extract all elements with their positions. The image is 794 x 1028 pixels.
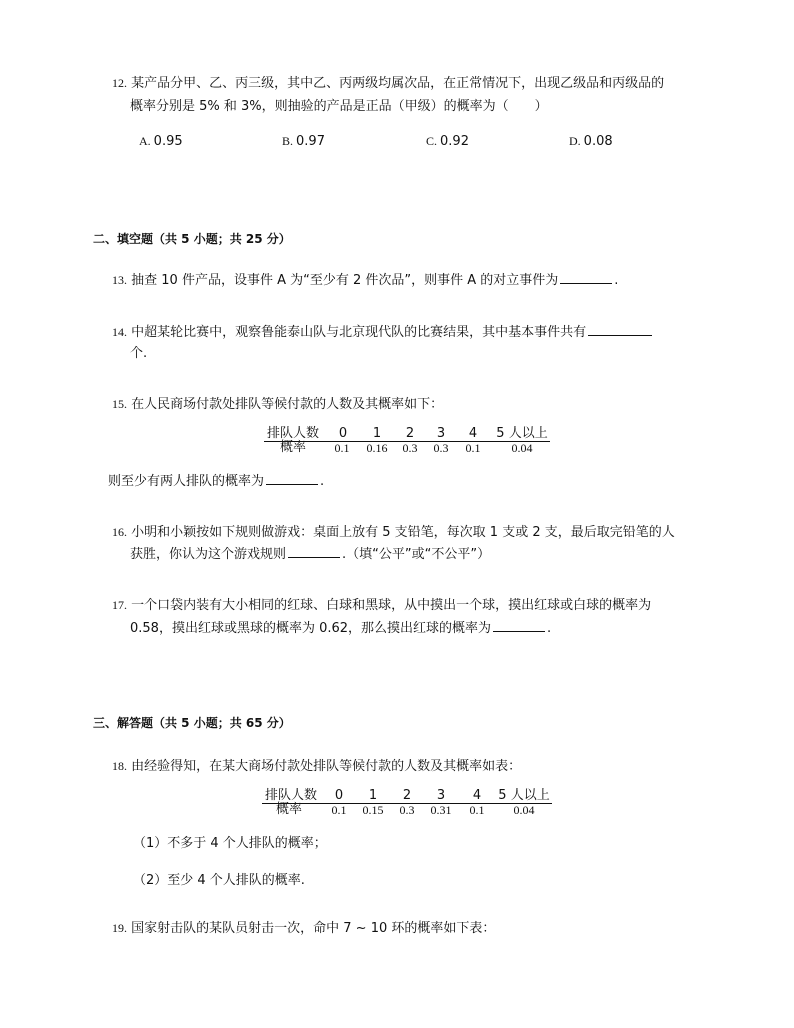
q14-text: 中超某轮比赛中，观察鲁能泰山队与北京现代队的比赛结果，其中基本事件共有: [131, 325, 587, 340]
section-heading-solve: 三、解答题（共 5 小题；共 65 分）: [93, 716, 291, 730]
q13-text: 抽查 10 件产品，设事件 A 为“至少有 2 件次品”，则事件 A 的对立事件为: [131, 273, 559, 288]
q12-line1: [112, 75, 664, 92]
q15-cell-1: 0.16: [366, 441, 388, 455]
q16-answer-blank: [288, 547, 340, 558]
q18-text: 由经验得知，在某大商场付款处排队等候付款的人数及其概率如表：: [131, 759, 522, 774]
q15-header-people: 排队人数: [266, 426, 319, 441]
q17-answer-blank: [493, 621, 545, 632]
q18-header-2: 2: [402, 788, 412, 803]
q16-line1: 16. 小明和小颖按如下规则做游戏：桌面上放有 5 支铅笔，每次取 1 支或 2 支，最后取完铅笔的人: [112, 525, 675, 540]
q17-text: 一个口袋内装有大小相同的红球、白球和黑球，从中摸出一个球，摸出红球或白球的概率为: [131, 598, 652, 613]
q12-option-d: D. 0.08: [569, 134, 613, 149]
q12-number: 12.: [112, 76, 127, 90]
q12-text-line1: 某产品分甲、乙、丙三级，其中乙、丙两级均属次品，在正常情况下，出现乙级品和丙级品的: [131, 76, 665, 91]
q13: 13. 抽查 10 件产品，设事件 A 为“至少有 2 件次品”，则事件 A 的对立事件为 .: [112, 273, 619, 288]
q13-answer-blank: [560, 273, 612, 284]
q18-header-people: 排队人数: [264, 788, 317, 803]
q17-line2: 0.58，摸出红球或黑球的概率为 0.62，那么摸出红球的概率为 .: [130, 621, 552, 636]
q14-line1: 14. 中超某轮比赛中，观察鲁能泰山队与北京现代队的比赛结果，其中基本事件共有: [112, 324, 654, 341]
q18-line1: 18. 由经验得知，在某大商场付款处排队等候付款的人数及其概率如表：: [112, 759, 522, 774]
q18-cell-5plus: 0.04: [513, 803, 535, 817]
q18-row-label: 概率: [275, 802, 302, 817]
q18-cell-0: 0.1: [331, 803, 347, 817]
q15-cell-4: 0.1: [465, 441, 481, 455]
q18-subquestion-1: （1）不多于 4 个人排队的概率；: [133, 836, 327, 851]
q18-subquestion-2: （2）至少 4 个人排队的概率.: [133, 873, 305, 888]
q19-text: 国家射击队的某队员射击一次，命中 7 ~ 10 环的概率如下表：: [131, 921, 496, 936]
q15-question: 则至少有两人排队的概率为 .: [108, 474, 325, 489]
q18-header-0: 0: [334, 788, 344, 803]
q17-line1: 17. 一个口袋内装有大小相同的红球、白球和黑球，从中摸出一个球，摸出红球或白球的概率为: [112, 598, 652, 613]
q15-header-4: 4: [468, 426, 478, 441]
q15-header-0: 0: [338, 426, 348, 441]
q18-header-5plus: 5 人以上: [498, 788, 550, 803]
q15-line1: 15. 在人民商场付款处排队等候付款的人数及其概率如下：: [112, 397, 444, 412]
q12-option-c: C. 0.92: [426, 134, 469, 149]
q15-header-1: 1: [372, 426, 382, 441]
q15-answer-blank: [266, 474, 318, 485]
q16-text: 小明和小颖按如下规则做游戏：桌面上放有 5 支铅笔，每次取 1 支或 2 支，最后取完铅笔的人: [131, 525, 675, 540]
q18-cell-4: 0.1: [469, 803, 485, 817]
q15-cell-0: 0.1: [334, 441, 350, 455]
q15-row-label: 概率: [279, 440, 306, 455]
q15-cell-3: 0.3: [433, 441, 449, 455]
q18-cell-1: 0.15: [362, 803, 384, 817]
q14-answer-blank: [588, 325, 652, 336]
q18-header-4: 4: [472, 788, 482, 803]
q15-header-5plus: 5 人以上: [496, 426, 548, 441]
q16-line2: 获胜，你认为这个游戏规则 .（填“公平”或“不公平”）: [130, 547, 491, 562]
q12-option-a: A. 0.95: [139, 134, 183, 149]
q15-cell-5plus: 0.04: [511, 441, 533, 455]
q12-option-b: B. 0.97: [282, 134, 325, 149]
q15-text: 在人民商场付款处排队等候付款的人数及其概率如下：: [131, 397, 444, 412]
q15-header-2: 2: [405, 426, 415, 441]
q18-header-1: 1: [368, 788, 378, 803]
q18-header-3: 3: [436, 788, 446, 803]
q15-header-3: 3: [436, 426, 446, 441]
q15-cell-2: 0.3: [402, 441, 418, 455]
q19-line1: 19. 国家射击队的某队员射击一次，命中 7 ~ 10 环的概率如下表：: [112, 921, 496, 936]
section-heading-fill-blank: 二、填空题（共 5 小题；共 25 分）: [93, 232, 291, 246]
q18-cell-3: 0.31: [430, 803, 452, 817]
q14-line2: 个.: [130, 346, 148, 361]
q18-cell-2: 0.3: [399, 803, 415, 817]
q12-text-line2: 概率分别是 5% 和 3%，则抽验的产品是正品（甲级）的概率为（ ）: [130, 99, 548, 114]
